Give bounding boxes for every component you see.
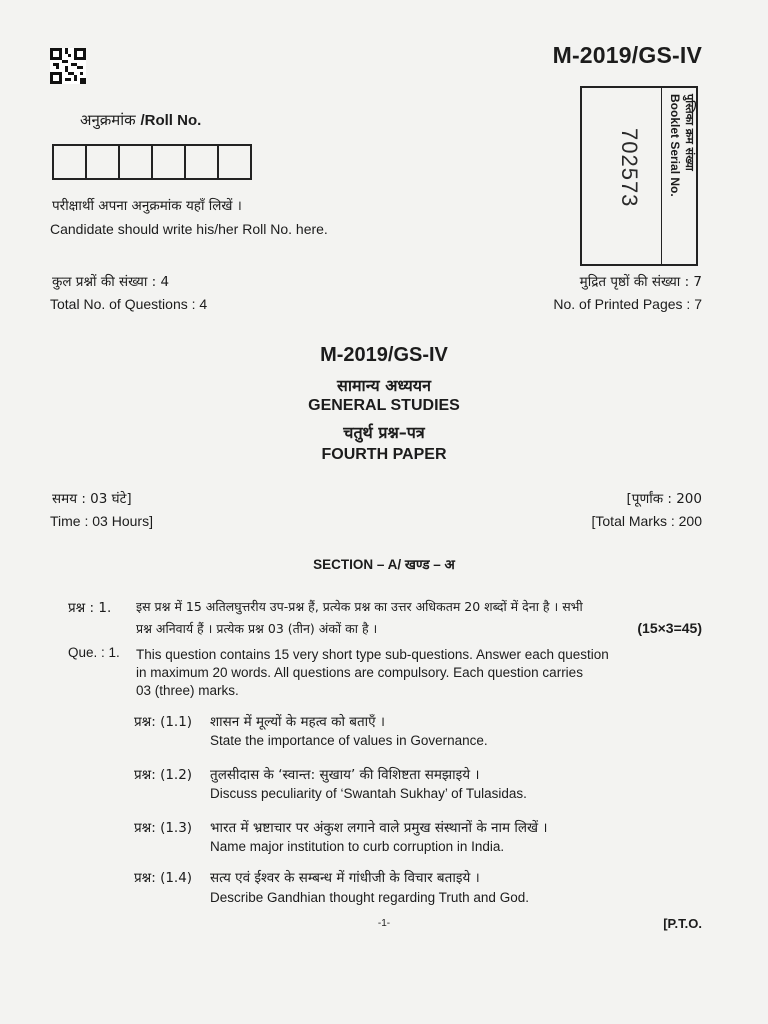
paper-english: FOURTH PAPER	[321, 446, 447, 463]
sub-question-english: Name major institution to curb corruption in India.	[210, 839, 505, 854]
roll-instruction-hindi: परीक्षार्थी अपना अनुक्रमांक यहाँ लिखें ।	[52, 198, 242, 214]
subject-hindi: सामान्य अध्ययन	[337, 376, 431, 395]
sub-question-label: प्रश्न: (1.2)	[134, 767, 193, 783]
total-marks-english: [Total Marks : 200	[591, 513, 702, 529]
serial-box-divider	[661, 88, 662, 264]
roll-instruction-english: Candidate should write his/her Roll No. here.	[50, 221, 328, 237]
question-label-english: Que. : 1.	[68, 645, 120, 660]
printed-pages-hindi: मुद्रित पृष्ठों की संख्या : 7	[579, 274, 702, 290]
sub-question-english: State the importance of values in Governance.	[210, 733, 488, 748]
roll-label-english: /Roll No.	[140, 112, 202, 129]
sub-question-english: Describe Gandhian thought regarding Truth and God.	[210, 890, 529, 905]
total-marks-hindi: [पूर्णांक : 200	[626, 491, 702, 507]
page-number: -1-	[377, 918, 391, 929]
booklet-serial-label-english: Booklet Serial No.	[668, 94, 682, 197]
please-turn-over: [P.T.O.	[663, 916, 702, 931]
sub-question-label: प्रश्न: (1.3)	[134, 820, 193, 836]
total-questions-english: Total No. of Questions : 4	[50, 296, 208, 312]
booklet-serial-box	[580, 86, 698, 266]
paper-code-header: M-2019/GS-IV	[552, 42, 702, 68]
booklet-serial-number: 702573	[617, 128, 642, 208]
section-heading: SECTION – A/ खण्ड – अ	[313, 557, 455, 572]
paper-hindi: चतुर्थ प्रश्न–पत्र	[343, 423, 425, 442]
sub-question-hindi: तुलसीदास के ‘स्वान्त: सुखाय’ की विशिष्टता समझाइये ।	[210, 767, 480, 783]
sub-question-hindi: भारत में भ्रष्टाचार पर अंकुश लगाने वाले प्रमुख संस्थानों के नाम लिखें ।	[210, 820, 548, 836]
roll-number-boxes[interactable]	[52, 144, 252, 180]
sub-question-label: प्रश्न: (1.4)	[134, 870, 193, 886]
printed-pages-english: No. of Printed Pages : 7	[553, 296, 702, 312]
roll-digit-box[interactable]	[87, 146, 120, 178]
question-text-english-line3: 03 (three) marks.	[136, 683, 239, 698]
roll-digit-box[interactable]	[153, 146, 186, 178]
qr-code-icon	[50, 48, 86, 84]
booklet-serial-label	[664, 94, 696, 262]
subject-english: GENERAL STUDIES	[308, 397, 460, 414]
question-text-hindi-line2: प्रश्न अनिवार्य हैं । प्रत्येक प्रश्न 03 (तीन) अंकों का है ।	[136, 621, 378, 636]
question-text-english-line2: in maximum 20 words. All questions are compulsory. Each question carries	[136, 665, 583, 680]
question-text-hindi-line1: इस प्रश्न में 15 अतिलघुत्तरीय उप-प्रश्न हैं, प्रत्येक प्रश्न का उत्तर अधिकतम 20 शब्दों में देना है । सभी	[136, 599, 583, 614]
roll-number-label	[80, 110, 201, 130]
sub-question-hindi: शासन में मूल्यों के महत्व को बताएँ ।	[210, 714, 386, 730]
total-questions-hindi: कुल प्रश्नों की संख्या : 4	[52, 274, 170, 290]
time-hindi: समय : 03 घंटे]	[52, 491, 132, 507]
question-label-hindi: प्रश्न : 1.	[68, 600, 112, 616]
question-text-english-line1: This question contains 15 very short type sub-questions. Answer each question	[136, 647, 609, 662]
sub-question-label: प्रश्न: (1.1)	[134, 714, 193, 730]
roll-digit-box[interactable]	[186, 146, 219, 178]
roll-digit-box[interactable]	[54, 146, 87, 178]
question-marks: (15×3=45)	[637, 620, 702, 636]
booklet-serial-label-hindi: पुस्तिका क्रम संख्या	[683, 94, 696, 171]
roll-label-hindi: अनुक्रमांक	[80, 111, 136, 129]
roll-digit-box[interactable]	[120, 146, 153, 178]
roll-digit-box[interactable]	[219, 146, 250, 178]
time-english: Time : 03 Hours]	[50, 513, 153, 529]
sub-question-english: Discuss peculiarity of ‘Swantah Sukhay’ of Tulasidas.	[210, 786, 527, 801]
sub-question-hindi: सत्य एवं ईश्वर के सम्बन्ध में गांधीजी के विचार बताइये ।	[210, 870, 480, 886]
title-paper-code: M-2019/GS-IV	[320, 344, 448, 366]
